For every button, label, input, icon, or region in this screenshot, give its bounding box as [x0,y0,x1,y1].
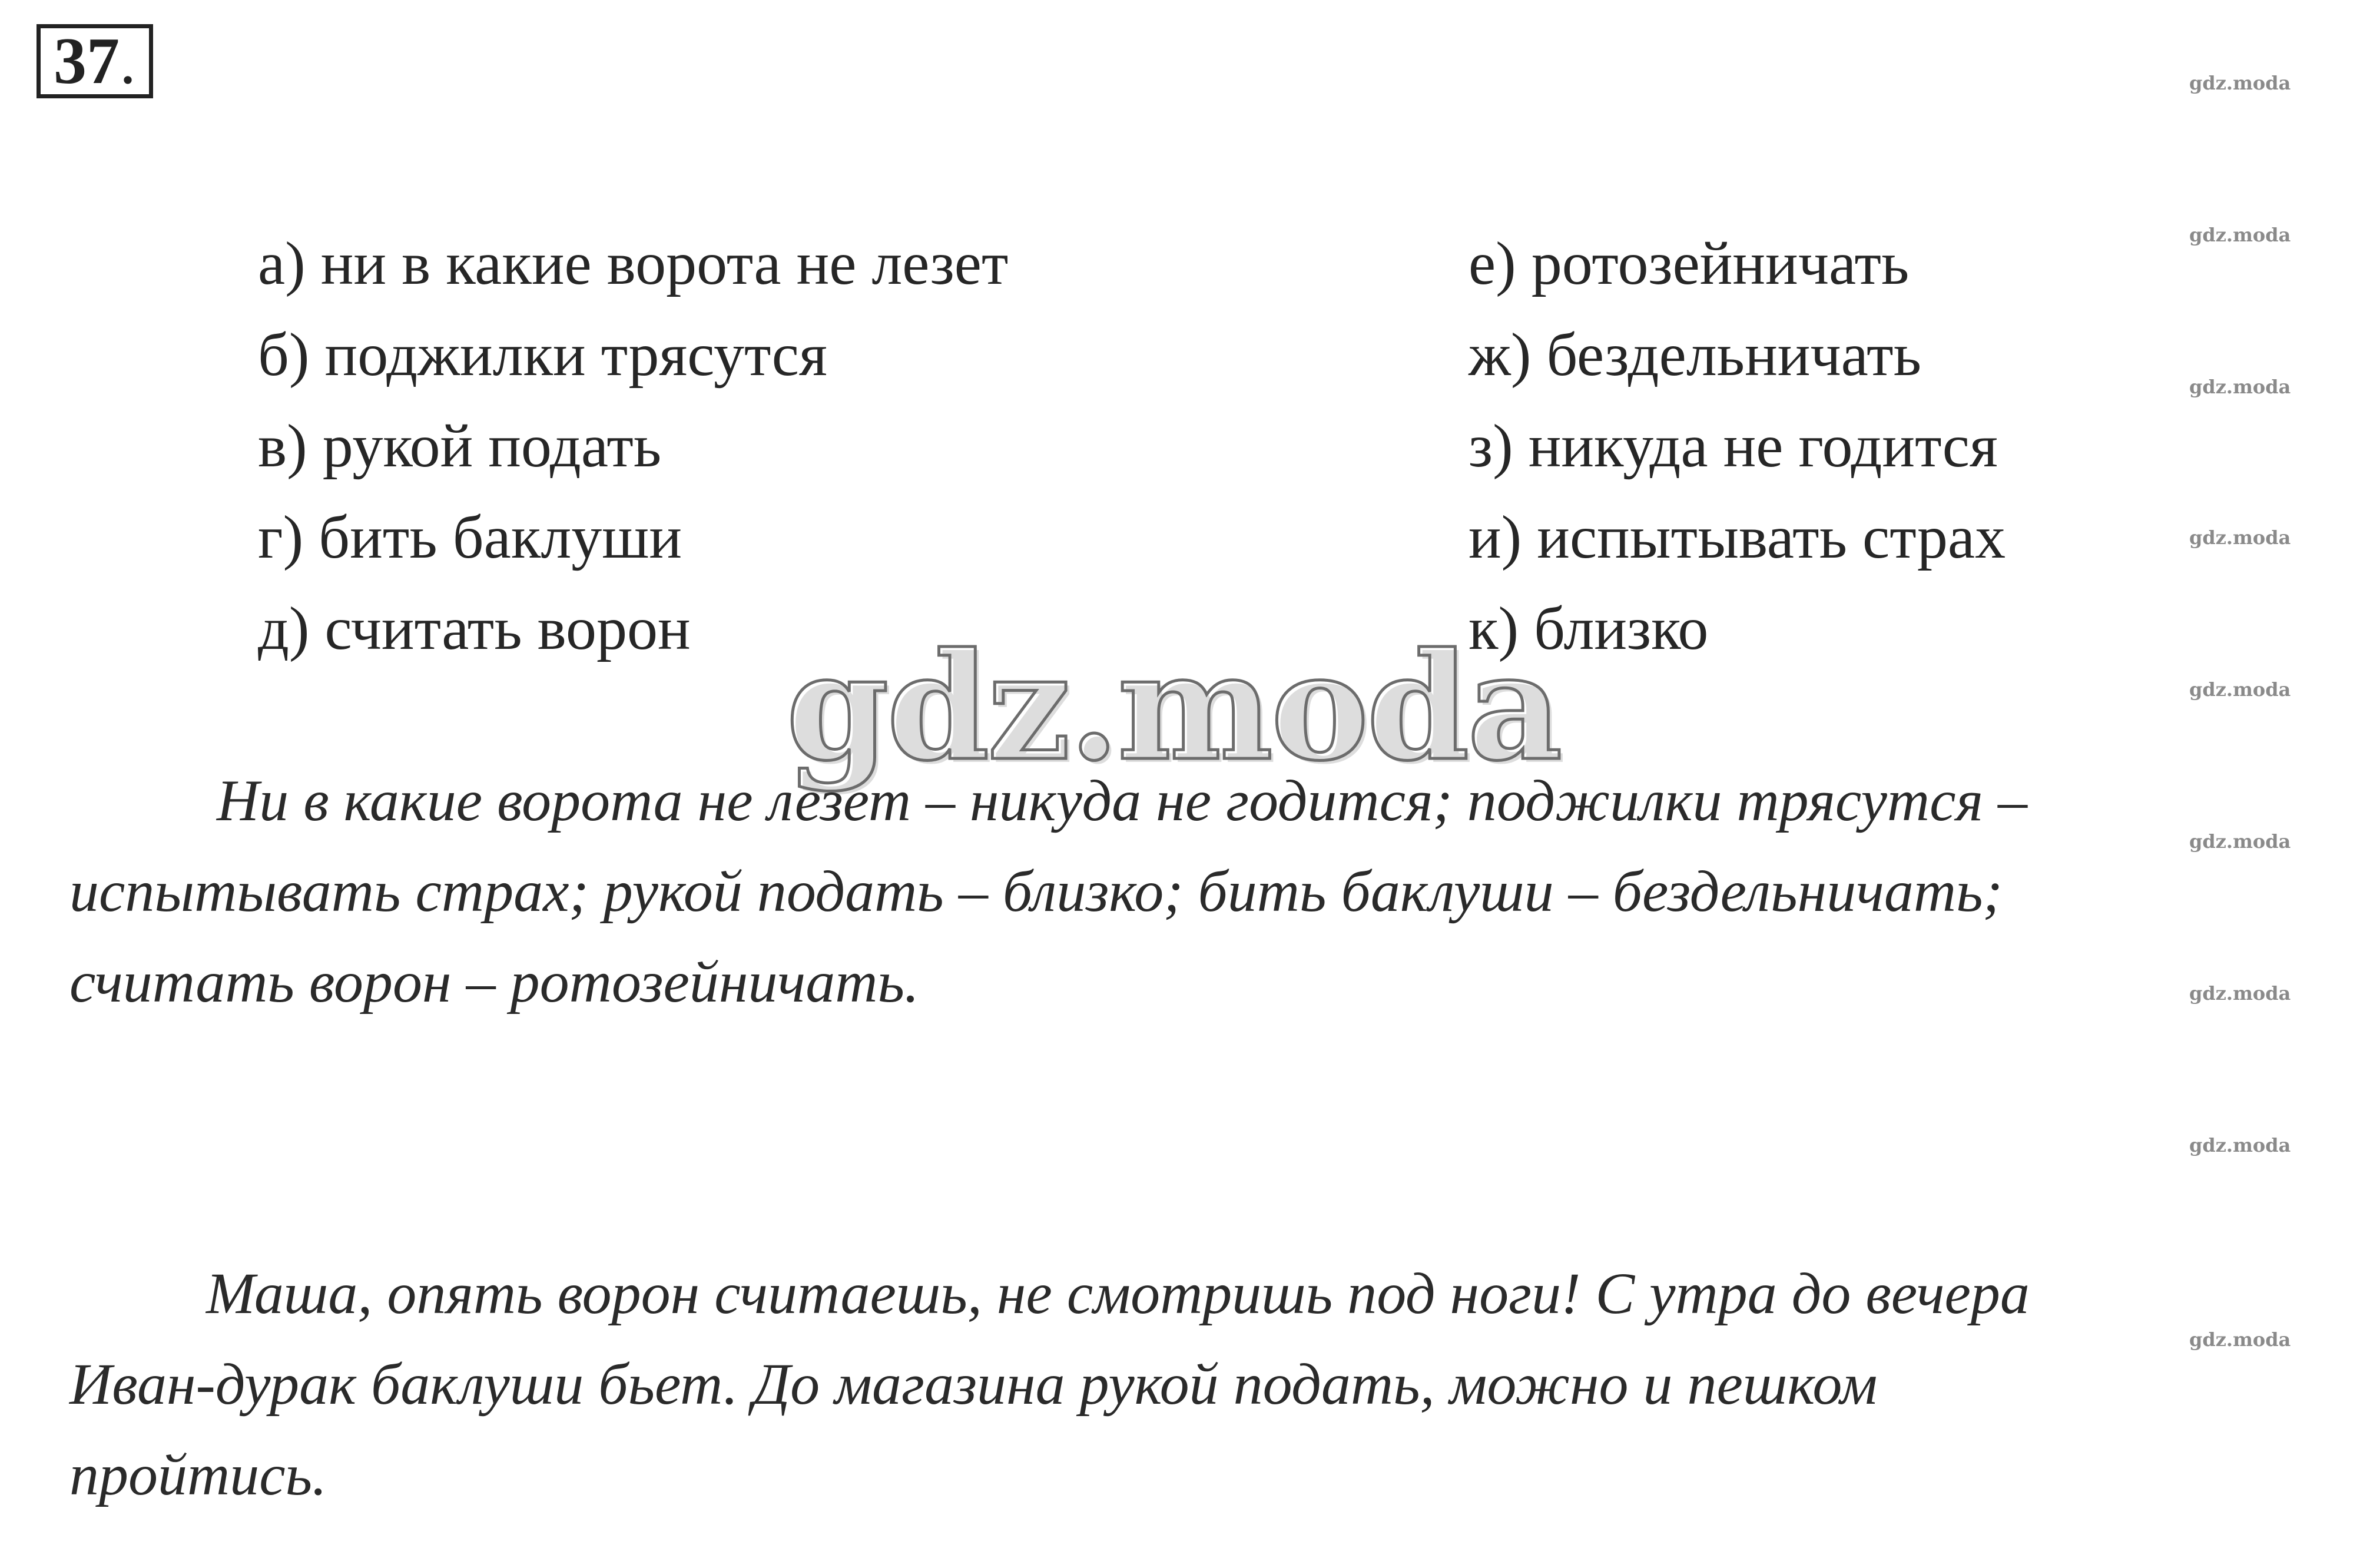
meaning-zh: ж) бездельничать [1469,321,1922,389]
task-number-value: 37 [54,25,120,98]
watermark-small: gdz.moda [2189,1328,2291,1351]
phrase-a: а) ни в какие ворота не лезет [258,230,1009,297]
watermark-small: gdz.moda [2189,982,2291,1005]
meaning-z: з) никуда не годится [1469,412,1998,480]
watermark-small: gdz.moda [2189,526,2291,549]
example-paragraph [69,1248,2354,1520]
answer-line-3: считать ворон – ротозейничать. [69,949,919,1015]
watermark-small: gdz.moda [2189,830,2291,853]
phrase-b: б) поджилки трясутся [258,321,827,389]
answer-paragraph [69,755,2354,1027]
task-number-box [37,24,153,98]
example-line-3: пройтись. [69,1442,327,1507]
watermark-small: gdz.moda [2189,376,2291,398]
meanings-right-column [1469,218,2006,674]
meaning-e: е) ротозейничать [1469,230,1910,297]
watermark-small: gdz.moda [2189,1134,2291,1156]
task-number [37,25,153,98]
phrase-g: г) бить баклуши [258,503,682,571]
phrase-d: д) считать ворон [258,595,691,662]
watermark-small: gdz.moda [2189,678,2291,701]
example-line-1: Маша, опять ворон считаешь, не смотришь под ноги! С утра до вечера [206,1261,2030,1326]
watermark-logo: gdz.moda [786,620,1560,793]
meaning-k: к) близко [1469,595,1709,662]
watermark-small: gdz.moda [2189,72,2291,94]
answer-line-2: испытывать страх; рукой подать – близко; бить баклуши – бездельничать; [69,858,2003,924]
meaning-i: и) испытывать страх [1469,503,2006,571]
answer-line-1: Ни в какие ворота не лезет – никуда не годится; поджилки трясутся – [217,768,2027,833]
watermark-small: gdz.moda [2189,224,2291,246]
task-number-dot: . [120,25,136,98]
phrases-left-column [258,218,1008,674]
phrase-v: в) рукой подать [258,412,662,480]
example-line-2: Иван-дурак баклуши бьет. До магазина рукой подать, можно и пешком [69,1351,1878,1417]
